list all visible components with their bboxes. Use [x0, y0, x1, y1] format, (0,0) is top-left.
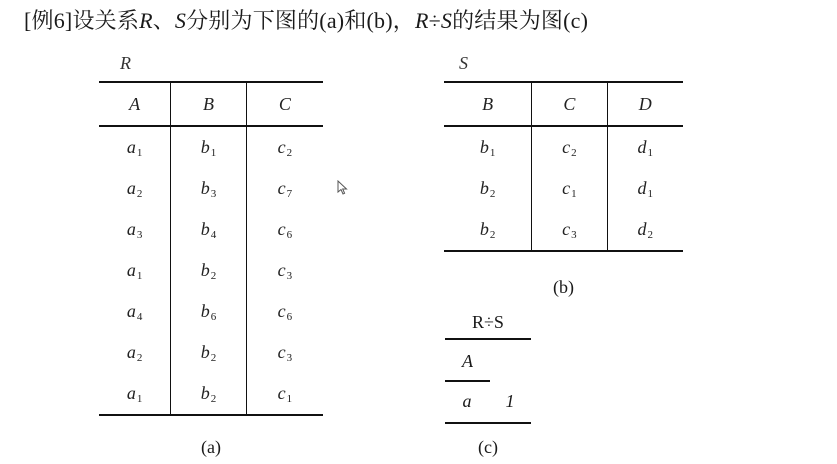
table-cell: $c_3$	[532, 209, 607, 251]
column-header: D	[607, 82, 683, 126]
result-table-name: R÷S	[445, 306, 531, 340]
table-row	[99, 250, 323, 291]
table-row	[99, 373, 323, 415]
table-cell: $b_2$	[479, 177, 496, 200]
column-header: C	[532, 82, 607, 126]
table-cell: $b_2$	[444, 209, 532, 251]
table-cell: $c_1$	[532, 168, 607, 209]
table-s-name: S	[459, 53, 468, 73]
table-row	[99, 168, 323, 209]
table-row	[99, 126, 323, 168]
table-row	[444, 168, 683, 209]
table-cell: $d_2$	[607, 209, 683, 251]
table-cell: $b_4$	[171, 209, 246, 250]
table-cell: $a_4$	[126, 300, 143, 323]
table-cell: $c_6$	[246, 209, 323, 250]
table-cell: $a_1$	[126, 259, 143, 282]
table-cell: $a_1$	[99, 373, 171, 415]
table-cell: $c_2$	[532, 126, 607, 168]
table-cell: $b_2$	[171, 332, 246, 373]
table-cell: $a_1$	[126, 136, 143, 159]
table-cell: $c_2$	[246, 126, 323, 168]
example-title: [例6]设关系R、S分别为下图的(a)和(b)，R÷S的结果为图(c)	[24, 8, 589, 33]
table-row	[99, 209, 323, 250]
table-cell: $c_1$	[246, 373, 323, 415]
relation-s-table	[444, 81, 683, 252]
column-header: A	[99, 82, 171, 126]
table-cell: $a_2$	[126, 177, 143, 200]
table-cell: $d_1$	[607, 126, 683, 168]
table-row	[99, 332, 323, 373]
column-header: C	[246, 82, 323, 126]
table-row	[444, 209, 683, 251]
mouse-cursor-icon	[337, 180, 349, 196]
table-s-caption: (b)	[553, 277, 574, 297]
table-cell: $c_6$	[246, 291, 323, 332]
table-cell: $a_2$	[126, 341, 143, 364]
table-cell: $a_3$	[126, 218, 143, 241]
table-r-name: R	[120, 53, 131, 73]
table-cell: $c_7$	[246, 168, 323, 209]
table-cell: $c_3$	[246, 332, 323, 373]
table-cell: $b_1$	[479, 136, 496, 159]
table-cell: $c_3$	[246, 250, 323, 291]
table-cell: 1	[490, 381, 531, 423]
table-cell: a	[445, 381, 490, 423]
table-cell: $b_1$	[171, 126, 246, 168]
table-cell: $b_6$	[171, 291, 246, 332]
table-cell: $b_2$	[171, 373, 246, 415]
relation-r-table	[99, 81, 323, 416]
table-row	[445, 381, 531, 423]
table-row	[444, 126, 683, 168]
table-row	[99, 291, 323, 332]
result-table-caption: (c)	[478, 437, 498, 457]
column-header: B	[444, 82, 532, 126]
table-cell: $d_1$	[607, 168, 683, 209]
table-cell: $b_2$	[171, 250, 246, 291]
column-header: A	[445, 342, 490, 381]
table-cell: $b_3$	[171, 168, 246, 209]
result-table	[445, 342, 531, 424]
table-r-caption: (a)	[201, 437, 221, 457]
column-header: B	[171, 82, 246, 126]
